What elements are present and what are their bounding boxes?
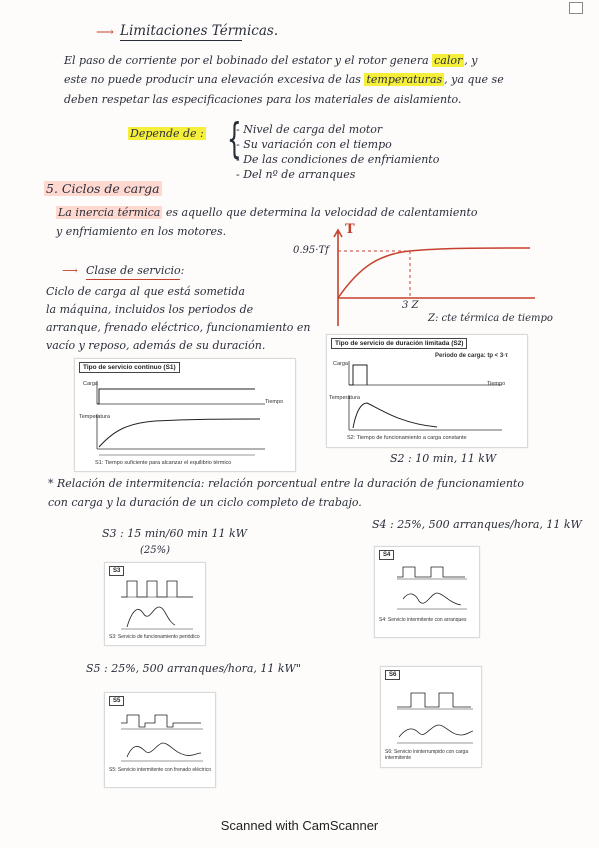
s3-note: S3 : 15 min/60 min 11 kW <box>102 527 247 540</box>
s2-caption: S2: Tiempo de funcionamiento a carga constante <box>347 435 467 441</box>
inertia-highlight: La inercia térmica <box>58 206 161 219</box>
section-title <box>44 181 162 196</box>
s2-periodo: Periodo de carga: tp < 3·τ <box>435 353 508 359</box>
s3-plot <box>105 563 205 645</box>
sketch-level-label: 0.95·Tf <box>293 245 329 256</box>
s6-caption: S6: Servicio ininterrumpido con carga intermitente <box>385 749 469 761</box>
highlight-calor: calor <box>434 54 463 67</box>
brace-symbol: { <box>227 114 242 163</box>
s6-diagram <box>380 666 482 768</box>
s2-note: S2 : 10 min, 11 kW <box>390 452 497 465</box>
s2-temperatura: Temperatura <box>329 395 360 401</box>
s3-note-percent: (25%) <box>140 545 171 556</box>
clase-line: arranque, frenado eléctrico, funcionamiento en <box>46 321 311 334</box>
s4-plot <box>375 547 479 637</box>
s1-temperatura: Temperatura <box>79 414 110 420</box>
depends-item: - Su variación con el tiempo <box>236 138 392 151</box>
clase-underline <box>86 279 180 280</box>
heading-underline <box>120 40 242 41</box>
intermitencia-text: : relación porcentual entre la duración de funcionamiento <box>200 477 524 490</box>
s2-carga: Carga <box>333 361 348 367</box>
document-corner-icon <box>569 2 583 14</box>
s4-note: S4 : 25%, 500 arranques/hora, 11 kW <box>372 518 582 531</box>
depends-item: - Nivel de carga del motor <box>236 123 383 136</box>
intermitencia-line <box>48 477 524 490</box>
intermitencia-star: * <box>48 477 54 490</box>
intermitencia-term: Relación de intermitencia <box>57 477 201 490</box>
inertia-line <box>56 206 478 219</box>
inertia-line: y enfriamiento en los motores. <box>56 225 227 238</box>
s4-caption: S4: Servicio intermitente con arranques <box>379 617 467 623</box>
clase-arrow: ⟶ <box>62 264 78 277</box>
s5-badge: S5 <box>109 696 124 706</box>
s5-caption: S5: Servicio intermitente con frenado eléctrico <box>109 767 211 773</box>
clase-line: Ciclo de carga al que está sometida <box>46 285 245 298</box>
paragraph-line <box>64 54 477 67</box>
s5-note: S5 : 25%, 500 arranques/hora, 11 kW" <box>86 662 301 675</box>
depends-item: - Del nº de arranques <box>236 168 356 181</box>
depends-item: - De las condiciones de enfriamiento <box>236 153 440 166</box>
s1-title: Tipo de servicio continuo (S1) <box>79 362 180 373</box>
page-heading: Limitaciones Térmicas. <box>120 23 279 39</box>
s1-caption: S1: Tiempo suficiente para alcanzar el equilibrio térmico <box>95 460 232 466</box>
paragraph-line <box>64 73 504 86</box>
s2-diagram <box>326 334 528 448</box>
inertia-text: es aquello que determina la velocidad de calentamiento <box>165 206 478 219</box>
clase-line: vacío y reposo, además de su duración. <box>46 339 266 352</box>
paragraph-text: El paso de corriente por el bobinado del estator y el rotor genera <box>64 54 429 67</box>
s2-title: Tipo de servicio de duración limitada (S2) <box>331 338 467 349</box>
s1-carga: Carga <box>83 381 98 387</box>
s3-badge: S3 <box>109 566 124 576</box>
highlight-temperaturas: temperaturas <box>366 73 443 86</box>
sketch-caption: Z: cte térmica de tiempo <box>428 313 553 324</box>
s1-tiempo: Tiempo <box>265 399 284 405</box>
s6-badge: S6 <box>385 670 400 680</box>
sketch-t-label: T <box>345 222 355 237</box>
s2-tiempo: Tiempo <box>487 381 506 387</box>
clase-line: la máquina, incluidos los periodos de <box>46 303 254 316</box>
depends-highlight: Depende de : <box>130 127 204 140</box>
clase-title: Clase de servicio: <box>86 264 185 277</box>
s3-caption: S3: Servicio de funcionamiento periódico <box>109 634 200 640</box>
sketch-tick-label: 3 Z <box>402 300 419 311</box>
intermitencia-line: con carga y la duración de un ciclo completo de trabajo. <box>48 496 362 509</box>
depends-label <box>128 127 206 140</box>
paragraph-text: este no puede producir una elevación excesiva de las <box>64 73 361 86</box>
s4-badge: S4 <box>379 550 394 560</box>
paragraph-line: deben respetar las especificaciones para los materiales de aislamiento. <box>64 93 462 106</box>
s5-diagram <box>104 692 216 788</box>
paragraph-text: , y <box>464 54 478 67</box>
header-arrow: ⟶ <box>96 24 114 39</box>
scanner-watermark: Scanned with CamScanner <box>220 818 379 833</box>
s4-diagram <box>374 546 480 638</box>
s3-diagram <box>104 562 206 646</box>
paragraph-text: , ya que se <box>444 73 504 86</box>
s1-diagram <box>74 358 296 472</box>
section-title-highlight: 5. Ciclos de carga <box>46 181 160 196</box>
sketch-curve <box>338 248 530 298</box>
s2-plot <box>327 335 527 447</box>
